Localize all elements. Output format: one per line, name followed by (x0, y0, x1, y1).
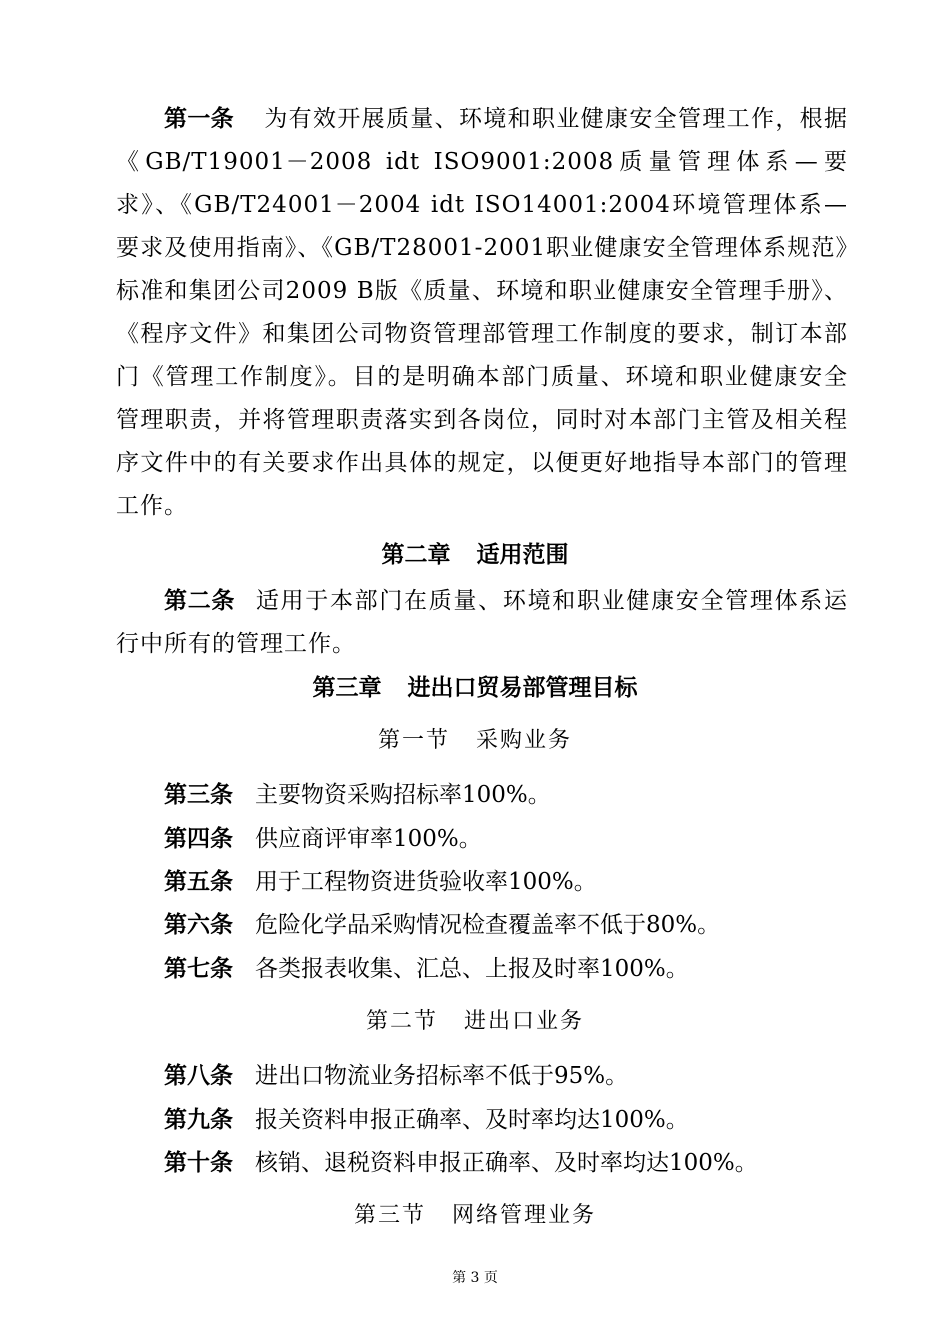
article-10-text: 核销、退税资料申报正确率、及时率均达100%。 (255, 1150, 758, 1176)
section-1-number: 第一节 (377, 728, 450, 753)
article-6-text: 危险化学品采购情况检查覆盖率不低于80%。 (255, 912, 721, 938)
section-3-number: 第三节 (353, 1203, 426, 1228)
article-3-text: 主要物资采购招标率100%。 (255, 782, 551, 808)
article-6 (164, 910, 720, 940)
article-5-label: 第五条 (164, 869, 233, 895)
article-7-label: 第七条 (164, 956, 233, 982)
article-4-text: 供应商评审率100%。 (255, 826, 482, 852)
article-7 (164, 954, 689, 984)
section-1-title: 采购业务 (476, 728, 573, 753)
article-2-label: 第二条 (164, 588, 236, 614)
article-2 (116, 580, 848, 666)
article-8 (164, 1061, 628, 1091)
chapter-2-number: 第二章 (381, 542, 451, 568)
chapter-2-heading (0, 540, 950, 570)
section-2-heading (0, 1007, 950, 1037)
article-9-label: 第九条 (164, 1107, 233, 1133)
chapter-3-title: 进出口贸易部管理目标 (407, 675, 638, 701)
article-2-text: 适用于本部门在质量、环境和职业健康安全管理体系运行中所有的管理工作。 (116, 588, 849, 657)
article-5-text: 用于工程物资进货验收率100%。 (255, 869, 597, 895)
section-1-heading (0, 726, 950, 756)
article-3 (164, 780, 551, 810)
chapter-3-number: 第三章 (312, 675, 382, 701)
article-1-text: 为有效开展质量、环境和职业健康安全管理工作，根据《GB/T19001－2008 idt ISO9001:2008质量管理体系—要求》、《GB/T24001－2004 idt ISO14001:2004环境管理体系—要求及使用指南》、《GB/T28001-2001职业健康安全管理体系规范》标准和集团公司2009 B版《质量、环境和职业健康安全管理手册》、《程序文件》和集团公司物资管理部管理工作制度的要求，制订本部门《管理工作制度》。目的是明确本部门质量、环境和职业健康安全管理职责，并将管理职责落实到各岗位，同时对本部门主管及相关程序文件中的有关要求作出具体的规定，以便更好地指导本部门的管理工作。 (116, 106, 848, 519)
article-6-label: 第六条 (164, 912, 233, 938)
article-10-label: 第十条 (164, 1150, 233, 1176)
article-8-label: 第八条 (164, 1063, 233, 1089)
page-number-footer: 第 3 页 (452, 1270, 498, 1286)
chapter-2-title: 适用范围 (476, 542, 569, 568)
article-4 (164, 824, 482, 854)
section-3-heading (0, 1201, 950, 1231)
article-10 (164, 1148, 758, 1178)
article-8-text: 进出口物流业务招标率不低于95%。 (255, 1063, 629, 1089)
section-2-title: 进出口业务 (464, 1009, 585, 1034)
section-3-title: 网络管理业务 (452, 1203, 597, 1228)
article-5 (164, 867, 597, 897)
article-9-text: 报关资料申报正确率、及时率均达100%。 (255, 1107, 689, 1133)
article-3-label: 第三条 (164, 782, 233, 808)
article-7-text: 各类报表收集、汇总、上报及时率100%。 (255, 956, 689, 982)
article-1 (116, 98, 848, 528)
article-4-label: 第四条 (164, 826, 233, 852)
article-1-label: 第一条 (164, 106, 234, 132)
section-2-number: 第二节 (365, 1009, 438, 1034)
chapter-3-heading (0, 673, 950, 703)
article-9 (164, 1105, 689, 1135)
